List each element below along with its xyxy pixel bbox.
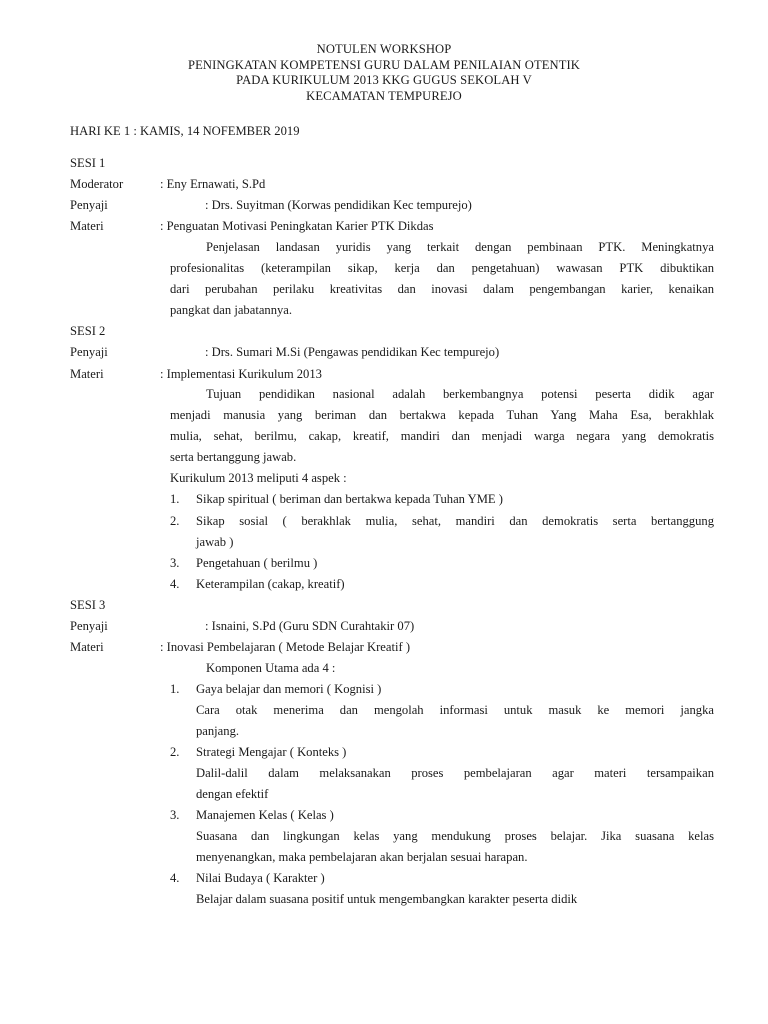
sesi2-item-2-num: 2. <box>170 514 180 528</box>
sesi2-item-2-text-1: Sikap sosial ( berakhlak mulia, sehat, mandiri dan demokratis serta bertanggung <box>196 514 714 528</box>
sesi3-heading: SESI 3 <box>70 598 106 612</box>
sesi3-item-2-title: Strategi Mengajar ( Konteks ) <box>196 745 347 759</box>
sesi1-materi-label: Materi <box>70 219 104 233</box>
sesi3-item-3-num: 3. <box>170 808 180 822</box>
sesi2-para-line-2: menjadi manusia yang beriman dan bertakwa kepada Tuhan Yang Maha Esa, berakhlak <box>170 408 714 422</box>
title-line-4: KECAMATAN TEMPUREJO <box>306 88 462 103</box>
sesi2-materi-value: : Implementasi Kurikulum 2013 <box>160 367 322 381</box>
sesi2-heading: SESI 2 <box>70 324 106 338</box>
sesi3-penyaji-label: Penyaji <box>70 619 108 633</box>
sesi2-para-line-3: mulia, sehat, berilmu, cakap, kreatif, mandiri dan menjadi warga negara yang demokratis <box>170 429 714 443</box>
sesi2-penyaji-value: : Drs. Sumari M.Si (Pengawas pendidikan Kec tempurejo) <box>205 345 500 359</box>
title-line-3: PADA KURIKULUM 2013 KKG GUGUS SEKOLAH V <box>236 73 532 87</box>
sesi3-item-1-desc-2: panjang. <box>196 724 240 738</box>
sesi3-item-1-desc-1: Cara otak menerima dan mengolah informasi untuk masuk ke memori jangka <box>196 703 714 717</box>
sesi2-penyaji-label: Penyaji <box>70 345 108 359</box>
sesi2-item-4-num: 4. <box>170 577 180 591</box>
sesi3-item-4-desc-1: Belajar dalam suasana positif untuk mengembangkan karakter peserta didik <box>196 892 578 906</box>
sesi1-penyaji-label: Penyaji <box>70 198 108 212</box>
sesi3-item-2-desc-1: Dalil-dalil dalam melaksanakan proses pembelajaran agar materi tersampaikan <box>196 766 714 780</box>
sesi3-item-1-num: 1. <box>170 682 180 696</box>
sesi1-para-line-1: Penjelasan landasan yuridis yang terkait dengan pembinaan PTK. Meningkatnya <box>206 240 714 254</box>
sesi2-aspek-intro: Kurikulum 2013 meliputi 4 aspek : <box>170 471 347 485</box>
sesi3-item-3-title: Manajemen Kelas ( Kelas ) <box>196 808 334 822</box>
sesi1-para-line-2: profesionalitas (keterampilan sikap, kerja dan pengetahuan) wawasan PTK dibuktikan <box>170 261 714 275</box>
sesi3-item-2-desc-2: dengan efektif <box>196 787 269 801</box>
document-title <box>0 42 768 104</box>
sesi1-heading: SESI 1 <box>70 156 106 170</box>
sesi3-item-4-num: 4. <box>170 871 180 885</box>
sesi1-para-line-3: dari perubahan perilaku kreativitas dan inovasi dalam pengembangan karier, kenaikan <box>170 282 714 296</box>
sesi3-item-1-title: Gaya belajar dan memori ( Kognisi ) <box>196 682 382 696</box>
sesi2-item-3-num: 3. <box>170 556 180 570</box>
sesi3-item-2-num: 2. <box>170 745 180 759</box>
sesi3-materi-value: : Inovasi Pembelajaran ( Metode Belajar Kreatif ) <box>160 640 411 654</box>
sesi2-item-4-text: Keterampilan (cakap, kreatif) <box>196 577 345 591</box>
sesi2-materi-label: Materi <box>70 367 104 381</box>
sesi3-komponen: Komponen Utama ada 4 : <box>206 661 336 675</box>
sesi3-item-4-title: Nilai Budaya ( Karakter ) <box>196 871 325 885</box>
sesi1-moderator-label: Moderator <box>70 177 124 191</box>
sesi2-para-line-4: serta bertanggung jawab. <box>170 450 297 464</box>
sesi1-para-line-4: pangkat dan jabatannya. <box>170 303 293 317</box>
title-line-2: PENINGKATAN KOMPETENSI GURU DALAM PENILAIAN OTENTIK <box>187 57 581 72</box>
sesi1-penyaji-value: : Drs. Suyitman (Korwas pendidikan Kec tempurejo) <box>205 198 472 212</box>
sesi3-item-3-desc-1: Suasana dan lingkungan kelas yang mendukung proses belajar. Jika suasana kelas <box>196 829 714 843</box>
day-heading: HARI KE 1 : KAMIS, 14 NOFEMBER 2019 <box>70 124 300 138</box>
sesi3-penyaji-value: : Isnaini, S.Pd (Guru SDN Curahtakir 07) <box>205 619 415 633</box>
sesi2-item-1-text: Sikap spiritual ( beriman dan bertakwa kepada Tuhan YME ) <box>196 492 503 506</box>
sesi3-item-3-desc-2: menyenangkan, maka pembelajaran akan berjalan sesuai harapan. <box>196 850 528 864</box>
sesi2-item-2-text-2: jawab ) <box>196 535 234 549</box>
sesi1-moderator-value: : Eny Ernawati, S.Pd <box>160 177 266 191</box>
sesi2-para-line-1: Tujuan pendidikan nasional adalah berkembangnya potensi peserta didik agar <box>206 387 714 401</box>
sesi3-materi-label: Materi <box>70 640 104 654</box>
sesi1-materi-value: : Penguatan Motivasi Peningkatan Karier PTK Dikdas <box>160 219 434 233</box>
sesi2-item-1-num: 1. <box>170 492 180 506</box>
title-line-1: NOTULEN WORKSHOP <box>316 42 452 56</box>
sesi2-item-3-text: Pengetahuan ( berilmu ) <box>196 556 318 570</box>
